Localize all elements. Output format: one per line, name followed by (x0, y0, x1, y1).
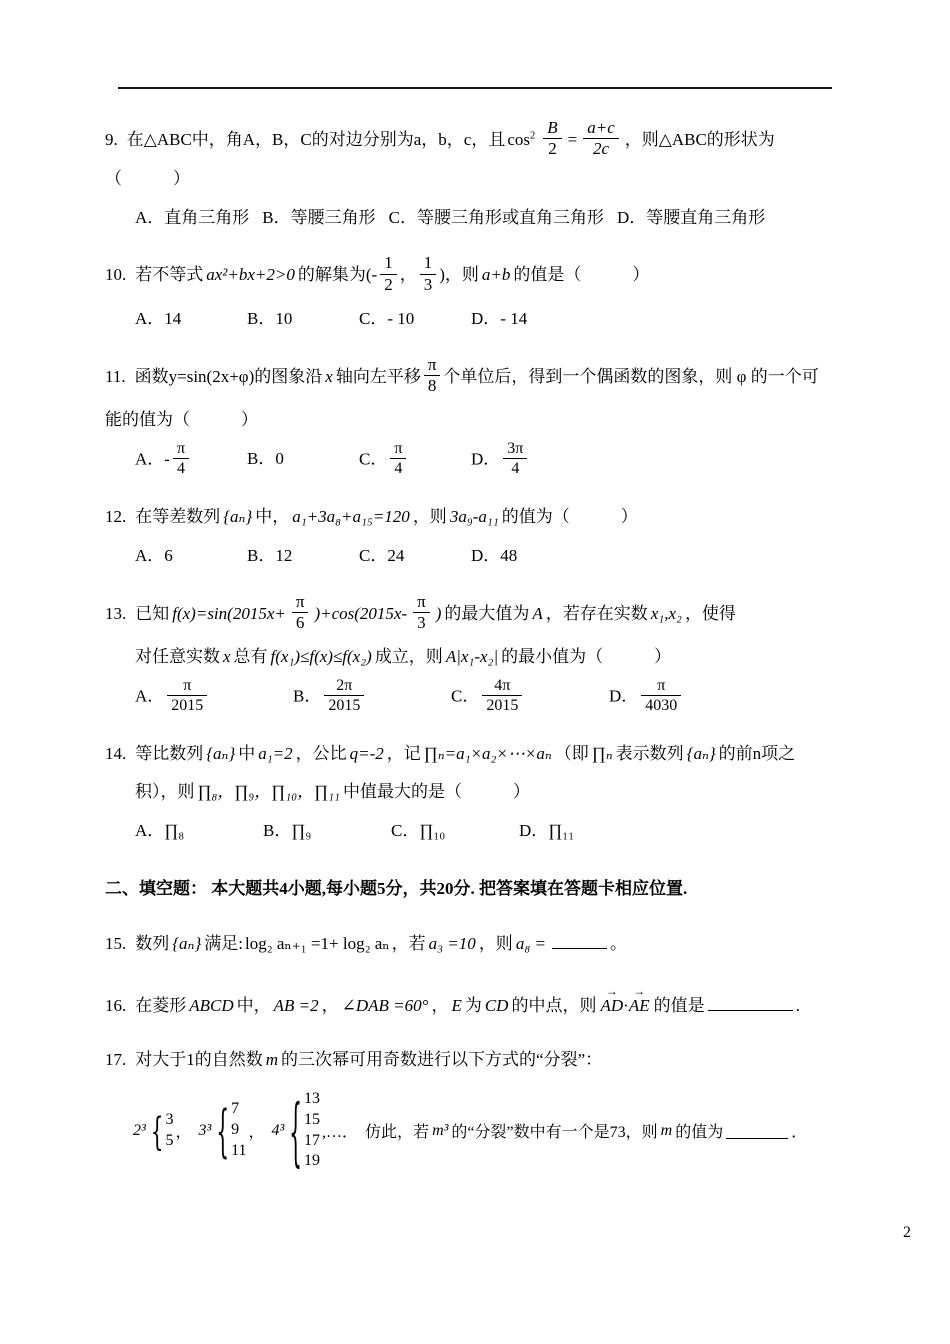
stem-text: 个单位后，得到一个偶函数的图象，则 φ 的一个可 (443, 366, 819, 386)
stem-text: 的值是 (653, 995, 705, 1015)
option-b: B．等腰三角形 (262, 207, 376, 227)
option-label: D． (609, 686, 639, 706)
exam-content (105, 120, 850, 1192)
stem-text: 中值最大的是（ ） (342, 781, 530, 801)
question-number: 16. (105, 995, 127, 1015)
separator: ,…． (322, 1124, 359, 1142)
stem-text: 的最小值为（ ） (501, 646, 672, 666)
option-a: A．14 (135, 309, 182, 329)
fraction-pi-over-3 (413, 592, 430, 634)
fraction-1-over-2 (380, 253, 397, 295)
option-label: B． (293, 686, 322, 706)
stem-text: 中， (236, 995, 271, 1015)
fraction-numerator: π (173, 439, 189, 459)
function-expression: ) (435, 603, 442, 623)
fraction-denominator: 8 (427, 376, 437, 396)
question-number: 17. (105, 1049, 127, 1069)
question-16-stem (105, 981, 850, 1023)
stem-text: ，使得 (684, 603, 736, 623)
stem-text: 积），则 (135, 781, 195, 801)
question-14 (105, 737, 850, 849)
fraction-numerator: 1 (420, 253, 437, 274)
fraction-numerator: π (167, 676, 207, 696)
split-number: 3 (165, 1110, 174, 1128)
variable-x: x (325, 366, 333, 386)
fraction-denominator: 4 (511, 459, 520, 477)
question-9-stem (105, 120, 850, 196)
stem-text: 中 (238, 743, 256, 763)
question-17 (105, 1043, 850, 1175)
question-number: 9. (105, 129, 118, 149)
answer-blank (552, 930, 607, 949)
fraction-denominator: 2015 (328, 696, 361, 714)
option-b: B．12 (247, 546, 293, 566)
split-number: 9 (231, 1121, 240, 1139)
option-d (471, 441, 583, 480)
page-header-rule (118, 87, 832, 89)
stem-text: 为 (464, 995, 482, 1015)
stem-text: 则 (641, 1124, 658, 1142)
stem-text: ， (321, 995, 339, 1015)
question-10-stem (105, 255, 850, 297)
stem-text: ，记 (386, 743, 421, 763)
question-13-stem-line1 (105, 591, 850, 636)
question-13-stem-line2 (135, 640, 850, 674)
fraction-numerator: π (413, 592, 430, 613)
question-9 (105, 120, 850, 235)
fraction-pi-over-2015 (167, 676, 207, 715)
question-12 (105, 500, 850, 574)
stem-text: . (795, 995, 800, 1015)
stem-text: 成立，则 (374, 646, 443, 666)
question-17-split-display (133, 1086, 850, 1175)
sequence-notation: {aₙ} (206, 743, 236, 763)
fraction-B-over-2 (540, 118, 564, 160)
stem-text: 的“分裂”数中有一个是73， (451, 1124, 642, 1142)
question-15-stem (105, 927, 850, 961)
product-definition: ∏ₙ=a₁×a₂×⋯×aₙ (423, 743, 552, 763)
stem-text: 已知 (135, 603, 170, 623)
stem-text: （即 (554, 743, 589, 763)
question-10 (105, 255, 850, 336)
variable-m: m (265, 1049, 279, 1069)
vector-dot-product (600, 981, 649, 1023)
vector-AD-label: AD (600, 995, 624, 1015)
stem-text: 轴向左平移 (335, 366, 421, 386)
question-number: 15. (105, 933, 127, 953)
stem-text: 数列 (135, 933, 170, 953)
question-11-stem-line2 (105, 403, 850, 437)
split-number: 5 (165, 1131, 174, 1149)
answer-blank (708, 992, 793, 1011)
fraction-denominator: 2015 (486, 696, 519, 714)
fraction-numerator: B (543, 118, 561, 139)
question-16 (105, 981, 850, 1023)
function-expression: )+cos(2015x- (314, 603, 408, 623)
m-cubed: m³ (432, 1121, 449, 1139)
stem-text: ，则 (412, 507, 447, 527)
stem-text: 。 (609, 933, 627, 953)
question-number: 11. (105, 366, 126, 386)
stem-text: 的中点，则 (511, 995, 597, 1015)
fraction-numerator: π (641, 676, 681, 696)
option-label: C． (359, 449, 388, 469)
question-number: 13. (105, 603, 127, 623)
question-11-stem-line1 (105, 354, 850, 399)
option-d: D．48 (471, 546, 518, 566)
question-13-options (135, 678, 850, 717)
cube-2: 2³ (133, 1121, 146, 1139)
x1-x2: x₁,x₂ (650, 603, 682, 623)
fraction-denominator: 4030 (645, 696, 678, 714)
stem-text: 对大于1的自然数 (135, 1049, 263, 1069)
stem-text: ， (431, 995, 449, 1015)
first-term: a₁=2 (258, 743, 293, 763)
a8-expression: a₈ = (515, 933, 546, 953)
vector-AE (629, 989, 650, 1023)
fraction-ac-over-2c (580, 118, 622, 160)
fraction-numerator: π (424, 355, 441, 376)
fraction-pi-over-6 (292, 592, 309, 634)
stem-text: ，则 (478, 933, 513, 953)
split-number: 7 (231, 1100, 240, 1118)
option-a: A．6 (135, 546, 173, 566)
cube-4: 4³ (271, 1121, 285, 1139)
split-column-2 (166, 1110, 174, 1152)
vector-AD (600, 989, 623, 1023)
fraction-denominator: 6 (295, 613, 305, 633)
fraction-denominator: 4 (176, 459, 185, 477)
fraction-numerator: 2π (324, 676, 364, 696)
comma: ， (399, 265, 417, 285)
stem-text: ，若存在实数 (545, 603, 648, 623)
fraction-pi-over-4030 (641, 676, 681, 715)
sequence-notation: {aₙ} (223, 507, 253, 527)
fraction-numerator: 3π (503, 439, 527, 459)
a3-value: a₃ =10 (428, 933, 476, 953)
fraction-numerator: a+c (583, 118, 619, 139)
target-expression: 3a₉-a₁₁ (449, 507, 499, 527)
split-number: 13 (304, 1089, 321, 1107)
point-E: E (451, 995, 462, 1015)
brace-icon: { (289, 1086, 303, 1175)
question-11-options (135, 441, 850, 480)
question-13 (105, 591, 850, 717)
option-d: D．∏₁₁ (519, 820, 575, 840)
question-14-options (135, 813, 850, 849)
stem-text: 等比数列 (135, 743, 204, 763)
split-column-3 (231, 1099, 246, 1161)
option-b: B．∏₉ (263, 820, 312, 840)
fraction-denominator: 2 (548, 139, 557, 159)
fraction-numerator: π (292, 592, 309, 613)
stem-text: 的图象沿 (254, 366, 323, 386)
vector-AE-label: AE (628, 995, 650, 1015)
option-label: C． (451, 686, 480, 706)
stem-text: 仿此，若 (365, 1124, 430, 1142)
fraction-denominator: 4 (394, 459, 403, 477)
fraction-denominator: 3 (417, 613, 426, 633)
question-number: 12. (105, 507, 127, 527)
product-symbol: ∏ₙ (591, 743, 613, 763)
stem-text: 的值为（ ） (501, 507, 638, 527)
stem-text: 函数 (134, 366, 169, 386)
option-label: D． (471, 449, 501, 469)
split-column-4 (304, 1089, 320, 1172)
question-14-stem-line2 (135, 775, 850, 809)
stem-text: 总有 (233, 646, 268, 666)
equals-sign: = (567, 129, 578, 149)
stem-text: )，则 (439, 265, 479, 285)
cos-squared (507, 130, 535, 149)
fraction-pi-over-4 (173, 439, 189, 478)
option-c (451, 678, 609, 717)
fraction-pi-over-4 (390, 439, 406, 478)
option-c: C．∏₁₀ (391, 820, 446, 840)
option-b: B．0 (247, 449, 284, 469)
split-number: 17 (304, 1131, 321, 1149)
stem-text: 的最大值为 (444, 603, 530, 623)
stem-text: ，公比 (295, 743, 347, 763)
option-b (293, 678, 451, 717)
option-a (135, 441, 247, 480)
arithmetic-equation: a₁+3a₈+a₁₅=120 (292, 507, 410, 527)
stem-text: 表示数列 (615, 743, 684, 763)
option-label: A． (135, 686, 165, 706)
fraction-denominator: 3 (423, 274, 433, 294)
stem-text: 对任意实数 (135, 646, 220, 666)
stem-text: 的前n项之 (718, 743, 796, 763)
split-number: 19 (304, 1152, 321, 1170)
stem-text: 中， (255, 507, 290, 527)
fraction-2pi-over-2015 (324, 676, 364, 715)
variable-x: x (223, 646, 231, 666)
stem-text: ． (791, 1124, 808, 1142)
separator: ， (175, 1124, 192, 1142)
question-number: 10. (105, 265, 127, 285)
question-11 (105, 354, 850, 480)
function-expression: y=sin(2x+φ) (168, 366, 255, 386)
common-ratio: q=-2 (349, 743, 384, 763)
split-number: 11 (231, 1141, 247, 1159)
question-number: 14. (105, 743, 127, 763)
fraction-3pi-over-4 (503, 439, 527, 478)
brace-icon: { (150, 1107, 164, 1154)
section-2-title: 二、填空题： 本大题共4小题,每小题5分，共20分. 把答案填在答题卡相应位置. (105, 878, 688, 898)
cube-3: 3³ (198, 1121, 212, 1139)
question-9-options (135, 200, 850, 236)
option-d (609, 678, 767, 717)
stem-text: 若不等式 (135, 265, 204, 285)
function-expression: f(x)=sin(2015x+ (172, 603, 286, 623)
sequence-notation: {aₙ} (686, 743, 716, 763)
question-12-stem (105, 500, 850, 534)
side-length: AB =2 (273, 995, 319, 1015)
fraction-numerator: π (390, 439, 406, 459)
sequence-notation: {aₙ} (172, 933, 202, 953)
fraction-pi-over-8 (424, 355, 441, 397)
stem-text: 能的值为（ ） (105, 409, 258, 429)
stem-text: ，若 (391, 933, 426, 953)
cos-label: cos (507, 129, 530, 149)
brace-icon: { (216, 1096, 230, 1165)
fraction-denominator: 2c (592, 139, 610, 159)
abs-expression: A|x₁-x₂| (445, 646, 499, 666)
inequality-expression: ax²+bx+2>0 (206, 265, 295, 285)
stem-text: 的值是（ ） (513, 265, 650, 285)
question-12-options (135, 538, 850, 574)
fraction-numerator: 1 (380, 253, 397, 274)
variable-m: m (660, 1121, 673, 1139)
max-value-A: A (532, 603, 543, 623)
question-17-stem (105, 1043, 850, 1077)
stem-text: 在菱形 (135, 995, 187, 1015)
segment-CD: CD (484, 995, 509, 1015)
stem-text: 满足: (204, 933, 243, 953)
stem-text: 在等差数列 (135, 507, 221, 527)
fraction-denominator: 2015 (171, 696, 204, 714)
option-d: D．等腰直角三角形 (616, 207, 766, 227)
log-equation: log₂ aₙ₊₁ =1+ log₂ aₙ (244, 933, 390, 953)
stem-text: 的值为 (675, 1124, 724, 1142)
option-c: C．- 10 (359, 309, 415, 329)
separator: ， (248, 1124, 265, 1142)
fraction-1-over-3 (420, 253, 437, 295)
option-c: C．等腰三角形或直角三角形 (388, 207, 604, 227)
fraction-denominator: 2 (384, 274, 393, 294)
option-label: A．- (135, 449, 170, 469)
exponent: 2 (530, 130, 536, 142)
answer-blank (726, 1122, 788, 1140)
page-number: 2 (903, 1224, 911, 1241)
option-a: A．∏₈ (135, 820, 185, 840)
option-c (359, 441, 471, 480)
a-plus-b: a+b (481, 265, 511, 285)
option-b: B．10 (247, 309, 293, 329)
dot-operator: · (623, 995, 629, 1015)
question-10-options (135, 301, 850, 337)
stem-text: 的解集为(- (297, 265, 378, 285)
option-d: D．- 14 (471, 309, 528, 329)
inequality-chain: f(x₁)≤f(x)≤f(x₂) (270, 646, 372, 666)
option-a: A．直角三角形 (135, 207, 250, 227)
split-number: 15 (304, 1110, 321, 1128)
product-list: ∏₈，∏₉，∏₁₀，∏₁₁ (197, 781, 340, 801)
rhombus-ABCD: ABCD (189, 995, 234, 1015)
stem-text: 在△ABC中，角A，B，C的对边分别为a，b，c，且 (126, 129, 506, 149)
fraction-numerator: 4π (482, 676, 522, 696)
option-c: C．24 (359, 546, 405, 566)
question-14-stem-line1 (105, 737, 850, 771)
question-15 (105, 927, 850, 961)
option-a (135, 678, 293, 717)
fraction-4pi-over-2015 (482, 676, 522, 715)
stem-text: ，则△ABC的形状为（ ） (105, 129, 775, 188)
stem-text: 的三次幂可用奇数进行以下方式的“分裂”： (281, 1049, 603, 1069)
angle-DAB: ∠DAB =60° (341, 995, 429, 1015)
